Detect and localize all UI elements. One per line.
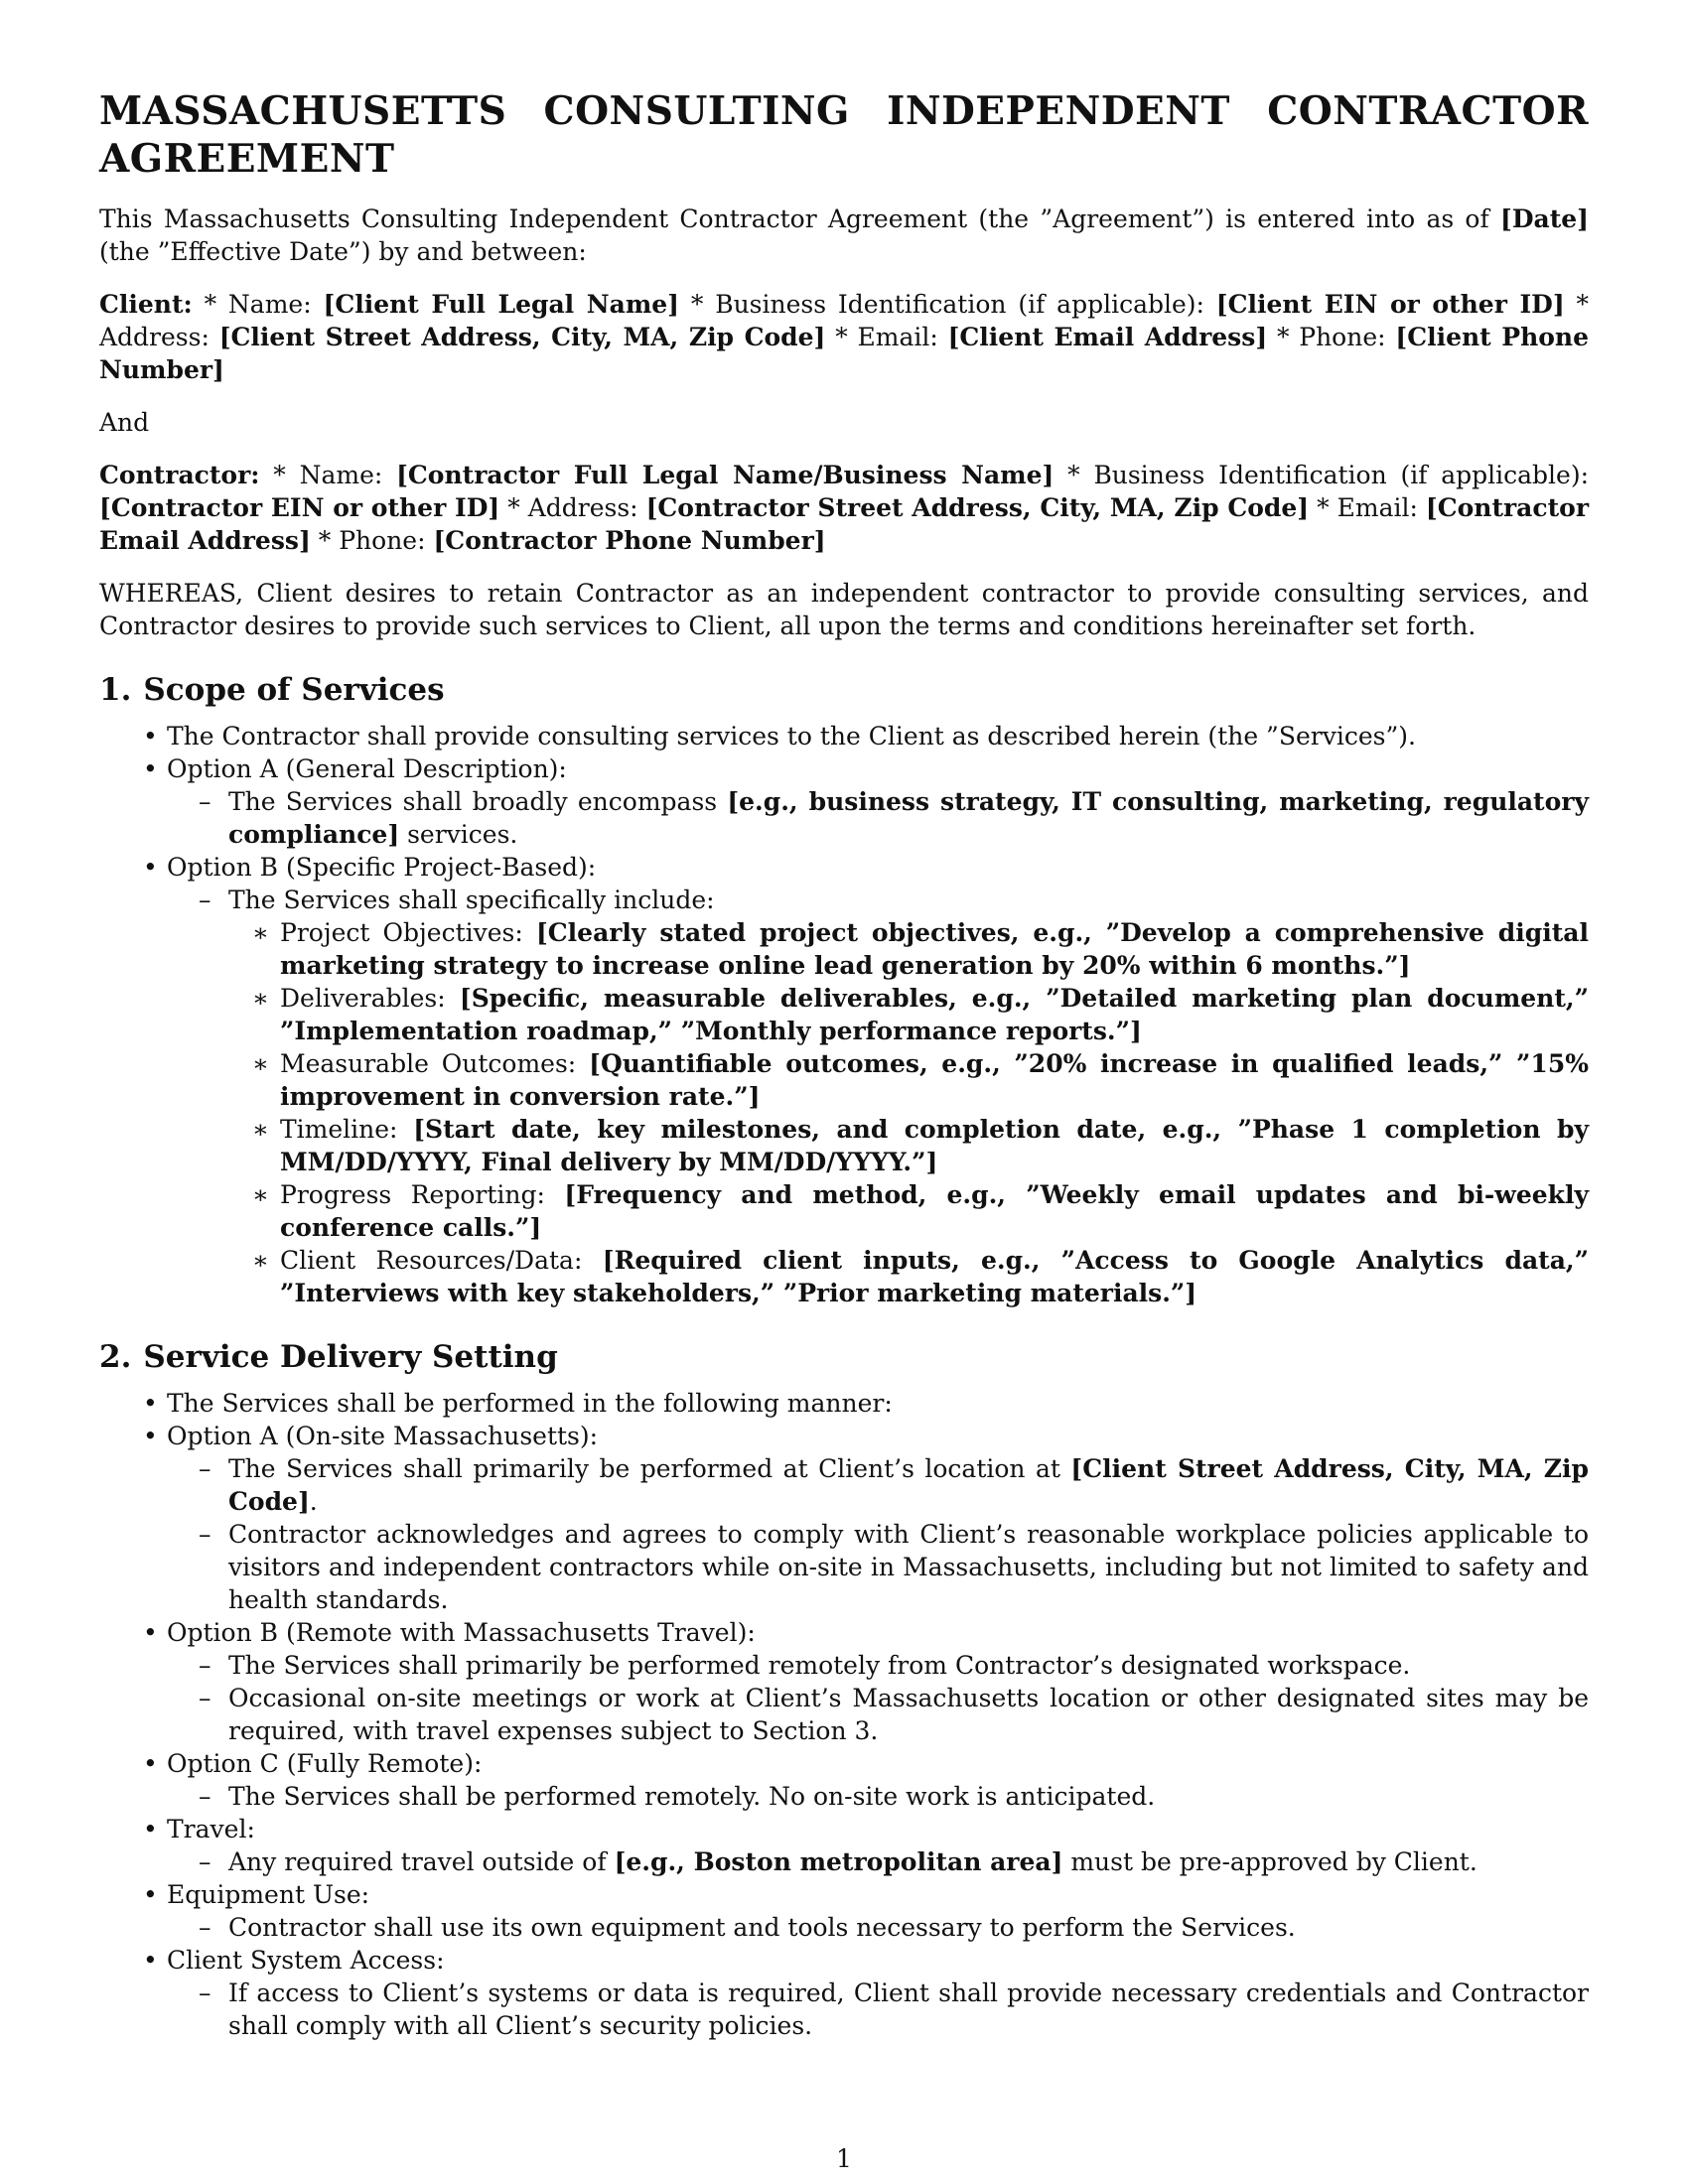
project-item-timeline xyxy=(280,1113,1589,1178)
list-item xyxy=(167,851,1589,1309)
list-item: – Contractor shall use its own equipment and tools necessary to perform the Services. xyxy=(228,1911,1589,1944)
contractor-address-label: * Address: xyxy=(499,493,646,522)
section-1-title: Scope of Services xyxy=(143,672,445,708)
contractor-phone-label: * Phone: xyxy=(310,526,434,555)
travel-area-placeholder: [e.g., Boston metropolitan area] xyxy=(614,1847,1063,1876)
list-item xyxy=(167,752,1589,851)
section-2-heading xyxy=(99,1337,1589,1377)
item-label: Measurable Outcomes: xyxy=(280,1049,590,1078)
item-label: Client Resources/Data: xyxy=(280,1246,603,1275)
item-value: [Specific, measurable deliverables, e.g., ”Detailed marketing plan document,” ”Implementation roadmap,” ”Monthly performance reports.”] xyxy=(280,984,1589,1045)
list-item xyxy=(167,1813,1589,1878)
sub-list xyxy=(167,884,1589,1309)
list-item xyxy=(167,1420,1589,1616)
sub-list xyxy=(167,1649,1589,1747)
client-bid-placeholder: [Client EIN or other ID] xyxy=(1215,290,1565,319)
section-1-heading xyxy=(99,670,1589,710)
list-item-text-end: services. xyxy=(399,820,518,849)
project-item-resources xyxy=(280,1244,1589,1309)
list-item xyxy=(167,1616,1589,1747)
contractor-bid-label: * Business Identification (if applicable): xyxy=(1054,461,1590,489)
sub-list xyxy=(167,1911,1589,1944)
list-item xyxy=(228,1452,1589,1518)
item-label: Project Objectives: xyxy=(280,918,536,947)
item-value: [Required client inputs, e.g., ”Access to Google Analytics data,” ”Interviews with key stakeholders,” ”Prior marketing materials.”] xyxy=(280,1246,1589,1307)
title-line-1: MASSACHUSETTS CONSULTING INDEPENDENT CONTRACTOR xyxy=(99,88,1589,134)
client-block xyxy=(99,288,1589,386)
title-line-2: AGREEMENT xyxy=(99,136,395,182)
services-placeholder: [e.g., business strategy, IT consulting, marketing, regulatory compliance] xyxy=(228,787,1589,849)
client-phone-label: * Phone: xyxy=(1267,323,1396,351)
item-label: Timeline: xyxy=(280,1115,414,1144)
sub-list xyxy=(167,1977,1589,2042)
list-item: • The Services shall be performed in the following manner: xyxy=(167,1387,1589,1420)
list-item: • The Contractor shall provide consulting services to the Client as described herein (the ”Services”). xyxy=(167,720,1589,752)
client-address-placeholder: [Client Street Address, City, MA, Zip Code] xyxy=(228,1454,1589,1516)
document-page xyxy=(99,87,1589,2042)
list-item-text: The Services shall specifically include: xyxy=(228,886,715,914)
section-2-title: Service Delivery Setting xyxy=(143,1339,558,1375)
section-1-list xyxy=(99,720,1589,1309)
list-item-text-end: must be pre-approved by Client. xyxy=(1062,1847,1477,1876)
sub-list xyxy=(167,785,1589,851)
client-address-placeholder: [Client Street Address, City, MA, Zip Code] xyxy=(218,323,826,351)
system-access-label: Client System Access: xyxy=(167,1946,445,1975)
item-value: [Quantifiable outcomes, e.g., ”20% increase in qualified leads,” ”15% improvement in conversion rate.”] xyxy=(280,1049,1589,1111)
client-label: Client: xyxy=(99,290,193,319)
document-title xyxy=(99,87,1589,183)
client-email-placeholder: [Client Email Address] xyxy=(947,323,1268,351)
client-name-placeholder: [Client Full Legal Name] xyxy=(323,290,680,319)
project-details-list xyxy=(228,916,1589,1309)
list-item xyxy=(228,1845,1589,1878)
option-c-label: Option C (Fully Remote): xyxy=(167,1749,483,1778)
contractor-block xyxy=(99,459,1589,557)
project-item-outcomes xyxy=(280,1047,1589,1113)
item-value: [Frequency and method, e.g., ”Weekly email updates and bi-weekly conference calls.”] xyxy=(280,1180,1589,1242)
whereas-paragraph: WHEREAS, Client desires to retain Contractor as an independent contractor to provide consulting services, and Contractor desires to provide such services to Client, all upon the terms and conditions hereinafter set forth. xyxy=(99,579,1589,640)
list-item xyxy=(167,1747,1589,1813)
travel-label: Travel: xyxy=(167,1815,255,1843)
effective-date-placeholder: [Date] xyxy=(1500,205,1589,233)
list-item: – Occasional on-site meetings or work at Client’s Massachusetts location or other designated sites may be required, with travel expenses subject to Section 3. xyxy=(228,1682,1589,1747)
item-label: Progress Reporting: xyxy=(280,1180,565,1209)
list-item: – If access to Client’s systems or data is required, Client shall provide necessary credentials and Contractor shall comply with all Client’s security policies. xyxy=(228,1977,1589,2042)
equipment-label: Equipment Use: xyxy=(167,1880,370,1909)
list-item xyxy=(167,1878,1589,1944)
sub-list xyxy=(167,1452,1589,1616)
client-phone-placeholder: [Client Phone Number] xyxy=(99,323,1589,384)
and-text: And xyxy=(99,408,150,437)
option-b-label: Option B (Specific Project-Based): xyxy=(167,853,597,882)
list-item: – Contractor acknowledges and agrees to comply with Client’s reasonable workplace policies applicable to visitors and independent contractors while on-site in Massachusetts, including but not limited to safety and health standards. xyxy=(228,1518,1589,1616)
item-value: [Start date, key milestones, and completion date, e.g., ”Phase 1 completion by MM/DD/YYYY, Final delivery by MM/DD/YYYY.”] xyxy=(280,1115,1589,1176)
item-value: [Clearly stated project objectives, e.g., ”Develop a comprehensive digital marketing strategy to increase online lead generation by 20% within 6 months.”] xyxy=(280,918,1590,980)
option-b-label: Option B (Remote with Massachusetts Travel): xyxy=(167,1618,756,1647)
contractor-label: Contractor: xyxy=(99,461,260,489)
intro-text-end: (the ”Effective Date”) by and between: xyxy=(99,237,587,266)
list-item: – The Services shall primarily be performed remotely from Contractor’s designated workspace. xyxy=(228,1649,1589,1682)
contractor-phone-placeholder: [Contractor Phone Number] xyxy=(433,526,826,555)
page-number: 1 xyxy=(836,2144,852,2173)
option-a-label: Option A (On-site Massachusetts): xyxy=(167,1422,599,1450)
list-item-text: Any required travel outside of xyxy=(228,1847,615,1876)
client-address-label: * Address: xyxy=(99,290,1590,351)
item-label: Deliverables: xyxy=(280,984,460,1013)
contractor-name-placeholder: [Contractor Full Legal Name/Business Name] xyxy=(396,461,1055,489)
project-item-deliverables xyxy=(280,982,1589,1047)
list-item xyxy=(228,884,1589,1309)
contractor-address-placeholder: [Contractor Street Address, City, MA, Zip Code] xyxy=(645,493,1310,522)
section-2-list xyxy=(99,1387,1589,2042)
contractor-name-label: * Name: xyxy=(259,461,397,489)
project-item-reporting xyxy=(280,1178,1589,1244)
sub-list xyxy=(167,1845,1589,1878)
list-item xyxy=(228,785,1589,851)
section-2-number: 2. xyxy=(99,1339,132,1375)
option-a-label: Option A (General Description): xyxy=(167,754,567,783)
client-name-label: * Name: xyxy=(192,290,324,319)
intro-paragraph xyxy=(99,203,1589,268)
client-bid-label: * Business Identification (if applicable): xyxy=(679,290,1216,319)
project-item-objectives xyxy=(280,916,1589,982)
contractor-email-label: * Email: xyxy=(1309,493,1426,522)
sub-list xyxy=(167,1780,1589,1813)
contractor-email-placeholder: [Contractor Email Address] xyxy=(99,493,1589,555)
list-item: – The Services shall be performed remotely. No on-site work is anticipated. xyxy=(228,1780,1589,1813)
list-item-text: The Services shall primarily be performed at Client’s location at xyxy=(228,1454,1071,1483)
contractor-bid-placeholder: [Contractor EIN or other ID] xyxy=(99,493,500,522)
list-item xyxy=(167,1944,1589,2042)
list-item-text: The Services shall broadly encompass xyxy=(228,787,728,816)
intro-text: This Massachusetts Consulting Independent Contractor Agreement (the ”Agreement”) is entered into as of xyxy=(99,205,1500,233)
section-1-number: 1. xyxy=(99,672,132,708)
list-item-text-end: . xyxy=(309,1487,318,1516)
client-email-label: * Email: xyxy=(825,323,948,351)
